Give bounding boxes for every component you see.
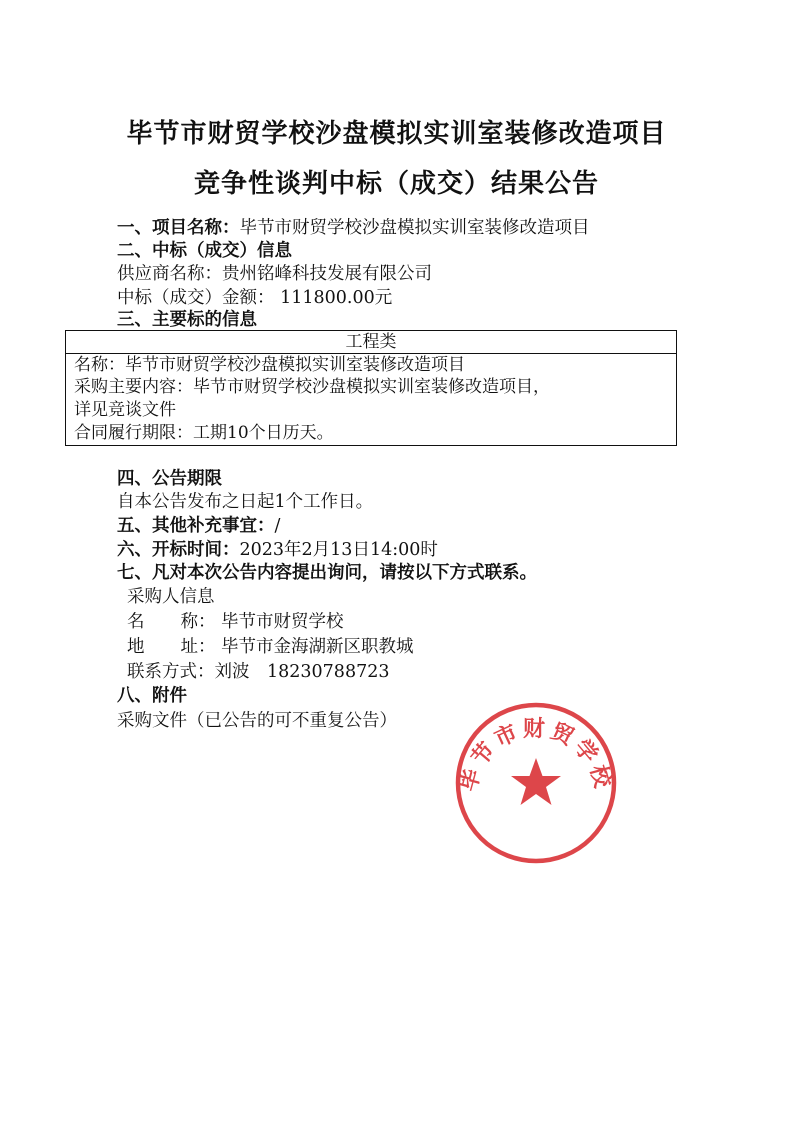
attachment-value: 采购文件（已公告的可不重复公告） — [117, 711, 397, 731]
section-3-heading: 三、主要标的信息 — [117, 310, 257, 330]
address-label-a: 地 — [127, 637, 145, 657]
table-name-line: 名称：毕节市财贸学校沙盘模拟实训室装修改造项目 — [74, 355, 465, 375]
table-header: 工程类 — [66, 331, 676, 354]
purchaser-address-value: 毕节市金海湖新区职教城 — [221, 637, 414, 657]
section-project-name — [117, 215, 590, 240]
amount-row — [117, 286, 392, 310]
purchaser-name-value: 毕节市财贸学校 — [221, 612, 344, 632]
opening-time-value: 2023年2月13日14:00时 — [239, 540, 438, 560]
project-name-value: 毕节市财贸学校沙盘模拟实训室装修改造项目 — [239, 218, 590, 238]
contact-label: 联系方式： — [127, 662, 215, 682]
address-label-b: 址： — [180, 637, 216, 657]
table-period-line: 合同履行期限：工期10个日历天。 — [74, 423, 334, 443]
amount-value: 111800.00元 — [280, 288, 393, 308]
section-8-heading: 八、附件 — [117, 686, 187, 706]
section-2-heading: 二、中标（成交）信息 — [117, 241, 292, 261]
other-matters-value: / — [274, 516, 281, 536]
purchaser-name-row — [127, 610, 344, 634]
purchaser-contact-row — [127, 660, 389, 684]
section-other-matters — [117, 513, 280, 538]
section-4-heading: 四、公告期限 — [117, 469, 222, 489]
section-1-heading: 一、项目名称： — [117, 218, 240, 238]
supplier-row — [117, 262, 432, 286]
amount-label: 中标（成交）金额： — [117, 288, 275, 308]
section-opening-time — [117, 537, 438, 562]
title-line-1: 毕节市财贸学校沙盘模拟实训室装修改造项目 — [126, 119, 667, 149]
table-content-line-1: 采购主要内容：毕节市财贸学校沙盘模拟实训室装修改造项目， — [74, 377, 550, 397]
section-6-heading: 六、开标时间： — [117, 540, 240, 560]
notice-period-value: 自本公告发布之日起1个工作日。 — [117, 492, 374, 512]
name-label-b: 称： — [180, 612, 216, 632]
title-line-2: 竞争性谈判中标（成交）结果公告 — [193, 169, 599, 199]
table-content-line-2: 详见竞谈文件 — [74, 400, 176, 420]
section-5-heading: 五、其他补充事宜： — [117, 516, 275, 536]
contact-value: 刘波 18230788723 — [214, 662, 390, 682]
section-7-heading: 七、凡对本次公告内容提出询问，请按以下方式联系。 — [117, 563, 537, 583]
purchaser-title: 采购人信息 — [127, 587, 215, 607]
seal-text: 毕节市财贸学校 — [456, 717, 616, 795]
purchaser-address-row — [127, 635, 414, 659]
supplier-value: 贵州铭峰科技发展有限公司 — [222, 264, 432, 284]
supplier-label: 供应商名称： — [117, 264, 222, 284]
official-seal-stamp — [453, 700, 619, 866]
name-label-a: 名 — [127, 612, 145, 632]
subject-info-table — [65, 330, 677, 446]
seal-star-icon — [511, 758, 561, 805]
